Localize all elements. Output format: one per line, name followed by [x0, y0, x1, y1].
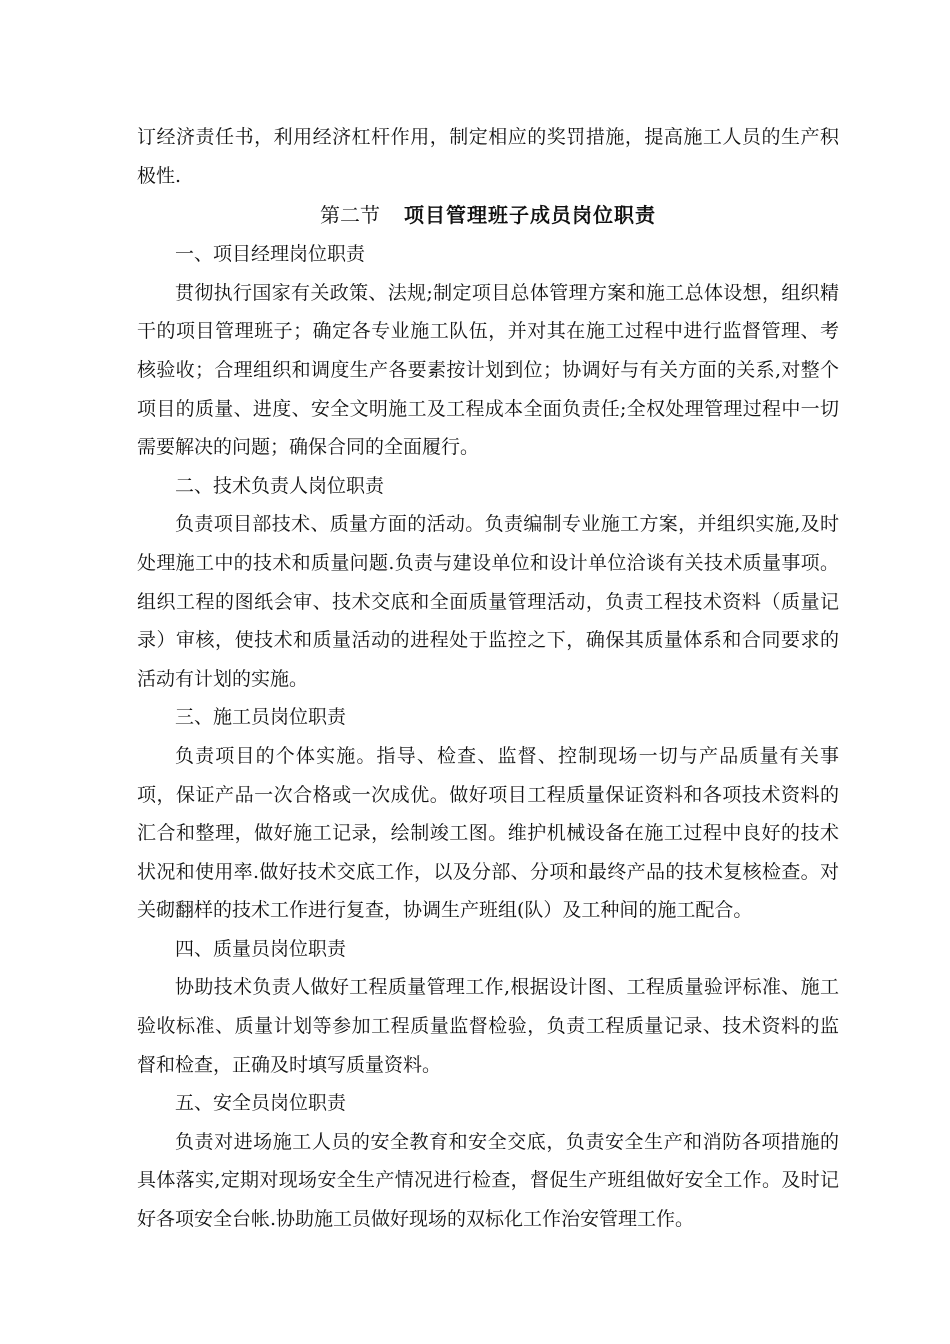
duty-heading-construction-officer: 三、施工员岗位职责 — [175, 706, 347, 729]
intro-paragraph: 订经济责任书，利用经济杠杆作用，制定相应的奖罚措施，提高施工人员的生产积极性. — [137, 126, 839, 187]
document-body — [137, 118, 839, 1239]
duty-heading-safety-officer: 五、安全员岗位职责 — [175, 1092, 347, 1115]
duty-body-technical-lead: 负责项目部技术、质量方面的活动。负责编制专业施工方案，并组织实施,及时处理施工中的技术和质量问题.负责与建设单位和设计单位洽谈有关技术质量事项。组织工程的图纸会审、技术交底和全面质量管理活动，负责工程技术资料（质量记录）审核，使技术和质量活动的进程处于监控之下，确保其质量体系和合同要求的活动有计划的实施。 — [137, 513, 839, 690]
duty-body-construction-officer: 负责项目的个体实施。指导、检查、监督、控制现场一切与产品质量有关事项，保证产品一次合格或一次成优。做好项目工程质量保证资料和各项技术资料的汇合和整理，做好施工记录，绘制竣工图。维护机械设备在施工过程中良好的技术状况和使用率.做好技术交底工作，以及分部、分项和最终产品的技术复核检查。对关砌翻样的技术工作进行复查，协调生产班组(队）及工种间的施工配合。 — [137, 744, 839, 922]
duty-heading-quality-officer: 四、质量员岗位职责 — [175, 937, 347, 960]
section-title — [137, 195, 839, 235]
duty-body-quality-officer: 协助技术负责人做好工程质量管理工作,根据设计图、工程质量验评标准、施工验收标准、质量计划等参加工程质量监督检验，负责工程质量记录、技术资料的监督和检查，正确及时填写质量资料。 — [137, 976, 839, 1076]
section-number: 第二节 — [320, 203, 380, 228]
section-name: 项目管理班子成员岗位职责 — [404, 203, 656, 228]
duty-heading-project-manager: 一、项目经理岗位职责 — [175, 243, 366, 266]
duty-body-safety-officer: 负责对进场施工人员的安全教育和安全交底，负责安全生产和消防各项措施的具体落实,定期对现场安全生产情况进行检查，督促生产班组做好安全工作。及时记好各项安全台帐.协助施工员做好现场的双标化工作治安管理工作。 — [137, 1130, 839, 1231]
duty-body-project-manager: 贯彻执行国家有关政策、法规;制定项目总体管理方案和施工总体设想，组织精干的项目管理班子；确定各专业施工队伍，并对其在施工过程中进行监督管理、考核验收；合理组织和调度生产各要素按计划到位；协调好与有关方面的关系,对整个项目的质量、进度、安全文明施工及工程成本全面负责任;全权处理管理过程中一切需要解决的问题；确保合同的全面履行。 — [137, 281, 839, 459]
duty-heading-technical-lead: 二、技术负责人岗位职责 — [175, 474, 385, 497]
